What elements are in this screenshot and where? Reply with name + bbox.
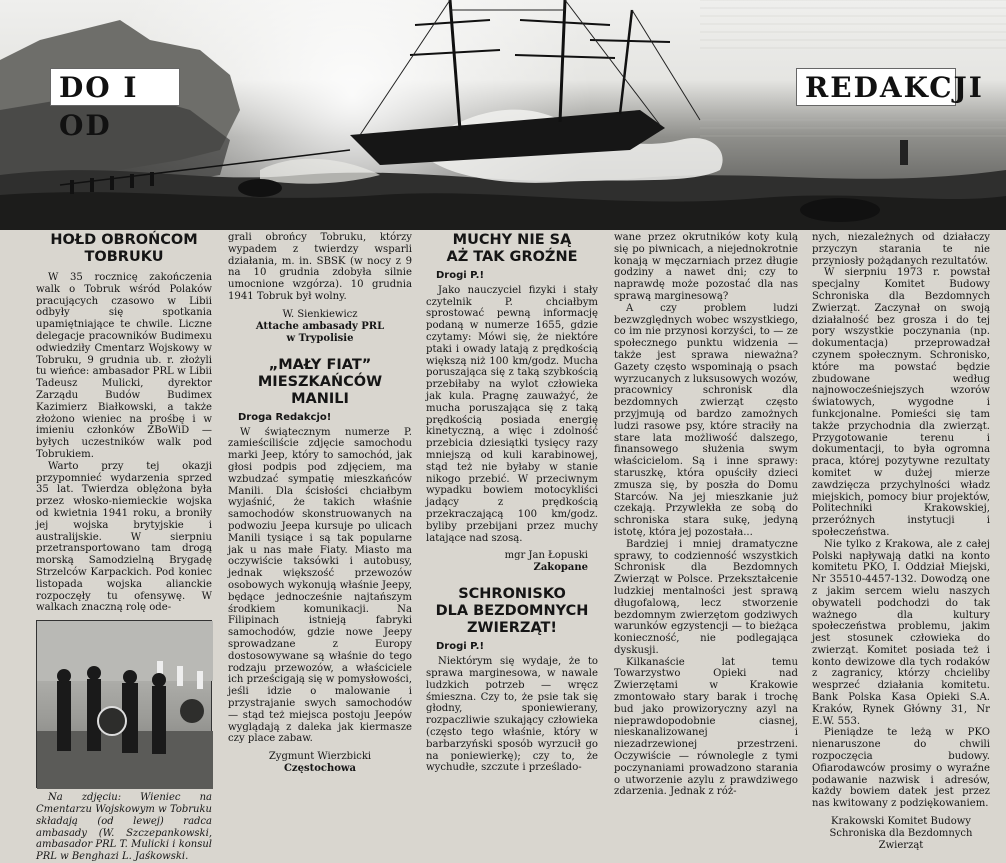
title-line: „MAŁY FIAT” — [268, 356, 372, 373]
article-title-manila — [228, 357, 412, 408]
signature-committee: Krakowski Komitet Budowy — [831, 816, 971, 828]
cemetery-photo-illustration — [37, 621, 213, 789]
column-shelter-end — [806, 232, 996, 852]
title-line: AŻ TAK GROŹNE — [446, 249, 578, 265]
salutation: Drogi P.! — [436, 270, 485, 281]
title-line: DLA BEZDOMNYCH — [435, 603, 589, 620]
title-line: MUCHY NIE SĄ — [452, 232, 572, 248]
signature-place: Zakopane — [533, 562, 588, 574]
signature-name: mgr Jan Łopuski — [504, 550, 588, 562]
signature-committee: Schroniska dla Bezdomnych — [829, 828, 973, 840]
article-title-tobruk — [36, 232, 212, 266]
title-line: MIESZKAŃCÓW MANILI — [257, 373, 383, 407]
paragraph: Kilkanaście lat temu Towarzystwo Opieki nad Zwierzętami w Krakowie zmontowało stary barak i trochę bud jako prowizoryczny azyl na nieprawdopodobnie ciasnej, nieskanalizowanej i niezadrzewionej przestrzeni. Oczywiście — równolegle z tymi poczynaniami prowadzono starania o utworzenie azylu z prawdziwego zdarzenia. Jednak z róż- — [614, 656, 798, 798]
title-line: SCHRONISKO — [458, 586, 566, 603]
paragraph: Niektórym się wydaje, że to sprawa marginesowa, w nawale ludzkich potrzeb — wręcz śmieszna. Czy to, że psie tak się głodny, sponiewierany, rozpaczliwie szukający człowieka (często tego właśnie, który w barbarzyński sposób wyrzucił go na poniewierkę); czy to, że wychudłe, szczute i prześlado- — [426, 656, 598, 774]
title-line: ZWIERZĄT! — [466, 620, 558, 637]
column-manila — [222, 232, 418, 800]
header-title-left: DO I OD — [50, 68, 180, 106]
paragraph: wane przez okrutników koty kulą się po piwnicach, a niejednokrotnie konają w męczarniach przez długie godziny a nawet dni; czy to naprawdę może pozostać dla nas sprawą marginesową? — [614, 232, 798, 302]
signature-committee: Zwierząt — [878, 840, 924, 852]
article-title-shelter — [426, 586, 598, 637]
column-tobruk — [30, 232, 218, 863]
paragraph: A czy problem ludzi bezwzględnych wobec wszystkiego, co im nie przynosi korzyści, to — ze społecznego punktu widzenia — także jest sprawa nieważna? Gazety często wspominają o psach wyrzucanych z luksusowych wozów, pracownicy schronisk dla bezdomnych zwierząt często przyjmują od bardzo zamożnych ludzi rasowe psy, które straciły na stare lata możliwość dalszego, finansowego służenia swym właścicielom. Są i inne sprawy: staruszkę, która opuściły dzieci zmusza się, by poszła do Domu Starców. Na jej mieszkanie już czekają. Przywlekła ze sobą do schroniska stara sukę, jedyną istotę, która jej pozostała... — [614, 302, 798, 538]
signature-name: W. Sienkiewicz — [282, 308, 358, 320]
photo-caption: Na zdjęciu: Wieniec na Cmentarzu Wojskowym w Tobruku składają (od lewej) radca ambasady (W. Szczepankowski, ambasador PRL T. Mulicki i konsul PRL w Benghazi L. Jaśkowski. — [36, 792, 212, 863]
paragraph: Pieniądze te leżą w PKO nienaruszone do chwili rozpoczęcia budowy. Ofiarodawców prosimy o wyraźne podawanie nazwisk i adresów, każdy bowiem datek jest przez nas kwitowany z podziękowaniem. — [812, 727, 990, 810]
paragraph: nych, niezależnych od działaczy przyczyn starania te nie przyniosły pożądanych rezultatów. — [812, 232, 990, 267]
paragraph: W świątecznym numerze P. zamieściliście zdjęcie samochodu marki Jeep, który to samochód, jak głosi podpis pod zdjęciem, ma wzbudzać sympatię mieszkańców Manili. Dla ścisłości chciałbym wyjaśnić, że takich właśnie samochodów skonstruowanych na podwoziu Jeepa kursuje po ulicach Manili tysiące i są tak popularne jak u nas małe Fiaty. Miasto ma oczywiście taksówki i autobusy, jednak większość przewozów osobowych wykonują właśnie Jeepy, będące jednocześnie najtańszym środkiem komunikacji. Na Filipinach istnieją fabryki samochodów, gdzie nowe Jeepy sprowadzane z Europy dostosowywane są właśnie do tego rodzaju przewozów, a właściciele ich prześcigają się w pomysłowości, jeśli idzie o malowanie i przystrajanie swych samochodów — stąd też miejsca postoju Jeepów wyglądają z daleka jak kiermasze czy place zabaw. — [228, 426, 412, 745]
signature-role: Attache ambasady PRL — [255, 320, 385, 332]
signature-name: Zygmunt Wierzbicki — [268, 751, 372, 763]
paragraph: Bardziej i mniej dramatyczne sprawy, to codzienność wszystkich Schronisk dla Bezdomnych Zwierząt w Polsce. Przekształcenie ludzkiej mentalności jest sprawą długofalową, lecz stworzenie bezdomnym zwierzętom godziwych warunków egzystencji — to bieżąca konieczność, nie podlegająca dyskusji. — [614, 538, 798, 656]
column-flies — [420, 232, 604, 800]
signature-place: w Trypolisie — [286, 332, 354, 344]
masthead-engraving — [0, 0, 1006, 230]
paragraph: W 35 rocznicę zakończenia walk o Tobruk wśród Polaków pracujących czasowo w Libii odbyły się spotkania upamiętniające te chwile. Liczne delegacje pracowników Budimexu odwiedziły Cmentarz Wojskowy w Tobruku, 9 grudnia ub. r. złożyli tu wieńce: ambasador PRL w Libii Tadeusz Mulicki, dyrektor Zarządu Budów Budimex Kazimierz Białkowski, a także złożono wieniec na prośbę i w imieniu członków ZBoWiD — byłych uczestników walk pod Tobrukiem. — [36, 272, 212, 460]
paragraph: Jako nauczyciel fizyki i stały czytelnik P. chciałbym sprostować pewną informację podaną w numerze 1655, gdzie czytamy: Mówi się, że niektóre ptaki i owady latają z prędkością większą niż 100 km/godz. Mucha poruszająca się z taką szybkością przebiłaby na wylot człowieka jak kula. Pragnę zauważyć, że mucha poruszająca się z taką prędkością posiada energię kinetyczną, a więc i zdolność przebicia dziesiątki tysięcy razy mniejszą od kuli karabinowej, stąd też nie byłaby w stanie nikogo przebić. W przeciwnym wypadku bowiem motocykliści jadący z prędkością przekraczającą 100 km/godz. byliby przebijani przez muchy latające nad szosą. — [426, 284, 598, 544]
paragraph: W sierpniu 1973 r. powstał specjalny Komitet Budowy Schroniska dla Bezdomnych Zwierząt. Zaczynał on swoją działalność bez grosza i do tej pory wszystkie poczynania (np. dokumentacja) przeprowadzał czynem społecznym. Schronisko, które ma powstać będzie zbudowane według najnowocześniejszych wzorów światowych, wygodne i funkcjonalne. Pomieści się tam także przychodnia dla zwierząt. Przygotowanie terenu i dokumentacji, to była ogromna praca, której pozytywne rezultaty komitet w dużej mierze zawdzięcza przychylności władz miejskich, pomocy biur projektów, Politechniki Krakowskiej, przeróżnych instytucji i społeczeństwa. — [812, 267, 990, 538]
paragraph: Warto przy tej okazji przypomnieć wydarzenia sprzed 35 lat. Twierdza oblężona była przez włosko-niemieckie wojska od kwietnia 1941 roku, a broniły jej wojska brytyjskie i australijskie. W sierpniu przetransportowano tam drogą morską Samodzielną Brygadę Strzelców Karpackich. Pod koniec listopada wojska alianckie rozpoczęły tu ofensywę. W walkach znaczną rolę ode- — [36, 460, 212, 614]
column-shelter-continued — [608, 232, 804, 800]
header-title-right: REDAKCJI — [796, 68, 956, 106]
ship-engraving-illustration — [0, 0, 1006, 230]
letters-section — [0, 232, 1006, 863]
salutation: Droga Redakcjo! — [238, 411, 332, 423]
salutation: Drogi P.! — [436, 641, 485, 653]
paragraph: grali obrońcy Tobruku, którzy wypadem z twierdzy wsparli działania, m. in. SBSK (w nocy z 9 na 10 grudnia zdobyła silnie umocnione wzgórza). 10 grudnia 1941 Tobruk był wolny. — [228, 232, 412, 302]
paragraph: Nie tylko z Krakowa, ale z całej Polski napływają datki na konto komitetu PKO, I. Oddział Miejski, Nr 35510-4457-132. Dowodzą one z jakim sercem wielu naszych obywateli podchodzi do tak ważnego dla kultury społeczeństwa problemu, jakim jest stosunek człowieka do zwierząt. Komitet posiada też i konto dewizowe dla tych rodaków z zagranicy, którzy chcieliby wesprzeć działania komitetu. Bank Polska Kasa Opieki S.A. Kraków, Rynek Główny 31, Nr E.W. 553. — [812, 538, 990, 727]
title-line: TOBRUKU — [84, 249, 164, 265]
article-title-flies — [426, 232, 598, 266]
signature-place: Częstochowa — [283, 763, 357, 775]
cemetery-photo — [36, 620, 212, 788]
title-line: HOŁD OBROŃCOM — [50, 232, 198, 248]
